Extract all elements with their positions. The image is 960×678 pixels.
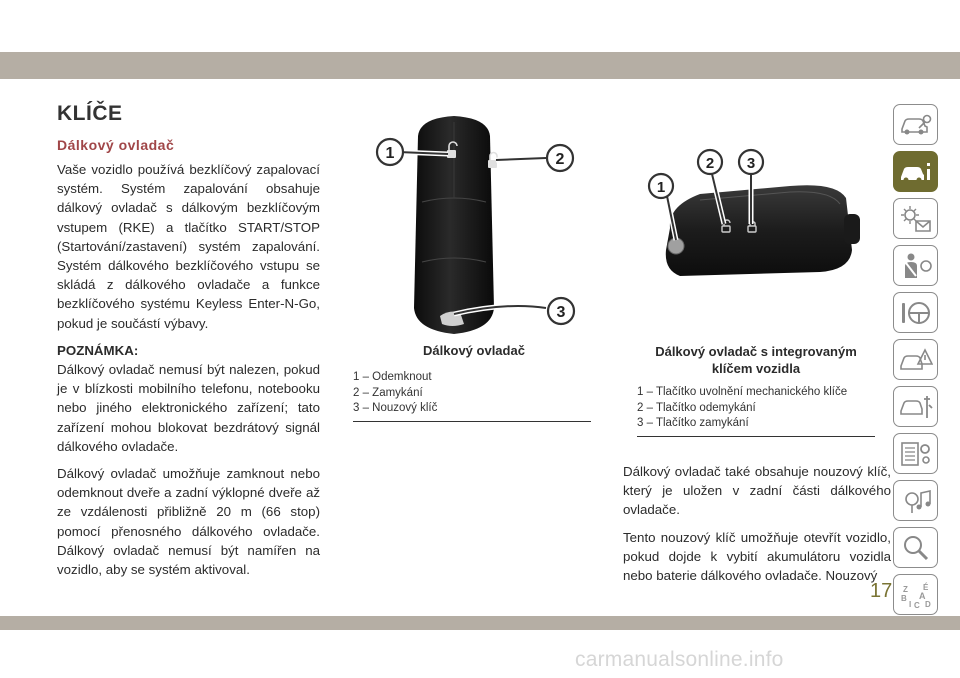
emergency-triangle-icon bbox=[899, 346, 933, 374]
watermark-text: carmanualsonline.info bbox=[575, 648, 784, 671]
svg-text:1: 1 bbox=[385, 145, 395, 162]
multimedia-icon bbox=[899, 487, 933, 515]
tab-service[interactable] bbox=[893, 386, 938, 427]
svg-text:3: 3 bbox=[556, 304, 566, 321]
emergency-key-paragraph: Dálkový ovladač také obsahuje nouzový klíč, který je uložen v zadní části dálkového ovladače. bbox=[623, 464, 891, 518]
page-title: KLÍČE bbox=[57, 102, 123, 125]
tab-specifications[interactable] bbox=[893, 433, 938, 474]
flip-key-body bbox=[666, 185, 852, 276]
car-service-icon bbox=[899, 393, 933, 421]
tab-seatbelt-airbag[interactable] bbox=[893, 245, 938, 286]
legend-item: 3 – Nouzový klíč bbox=[353, 402, 438, 414]
tab-steering-wheel[interactable] bbox=[893, 292, 938, 333]
tab-emergency[interactable] bbox=[893, 339, 938, 380]
car-info-icon bbox=[899, 158, 933, 186]
legend-item: 2 – Zamykání bbox=[353, 386, 423, 399]
tab-search-index[interactable] bbox=[893, 527, 938, 568]
top-margin bbox=[0, 0, 960, 52]
figure1-caption: Dálkový ovladač bbox=[423, 343, 525, 358]
flip-key-illustration bbox=[640, 140, 870, 285]
bottom-footer-band bbox=[0, 616, 960, 630]
figure1-divider bbox=[353, 421, 591, 422]
tab-multimedia[interactable] bbox=[893, 480, 938, 521]
steering-wheel-icon bbox=[899, 299, 933, 327]
svg-text:Z: Z bbox=[902, 584, 908, 594]
section-heading: Dálkový ovladač bbox=[57, 137, 175, 153]
note-heading: POZNÁMKA: bbox=[57, 342, 139, 358]
svg-text:B: B bbox=[900, 593, 907, 603]
figure2-caption-line1: Dálkový ovladač s integrovaným bbox=[655, 344, 857, 359]
legend-item: 3 – Tlačítko zamykání bbox=[637, 417, 749, 429]
release-button bbox=[668, 238, 684, 254]
specifications-icon bbox=[899, 440, 933, 468]
legend-item: 2 – Tlačítko odemykání bbox=[637, 401, 756, 414]
tab-language-index[interactable] bbox=[893, 574, 938, 615]
legend-item: 1 – Tlačítko uvolnění mechanického klíče bbox=[637, 386, 848, 398]
intro-paragraph: Vaše vozidlo používá bezklíčový zapalovací systém. Systém zapalování obsahuje dálkový ovladač s dálkovým bezklíčovým vstupem (RKE) a tlačítko START/STOP (Startování/zastavení) systém zapalování. Systém dálkového bezklíčového vstupu se skládá z dálkového ovladače a funkce bezklíčového systému Keyless Enter-N-Go, pokud je součástí výbavy. bbox=[57, 162, 320, 331]
seatbelt-airbag-icon bbox=[899, 252, 933, 280]
language-index-icon bbox=[899, 581, 933, 609]
page-number: 17 bbox=[870, 580, 893, 602]
top-header-band bbox=[0, 52, 960, 79]
legend-item: 1 – Odemknout bbox=[353, 371, 432, 383]
note-block bbox=[57, 341, 320, 456]
svg-text:C: C bbox=[913, 600, 920, 609]
svg-text:D: D bbox=[924, 599, 931, 609]
figure2-caption-line2: klíčem vozidla bbox=[711, 361, 801, 376]
svg-text:3: 3 bbox=[746, 155, 756, 172]
figure2-divider bbox=[637, 436, 875, 437]
svg-text:É: É bbox=[922, 582, 928, 592]
note-text: Dálkový ovladač nemusí být nalezen, pokud je v blízkosti mobilního telefonu, notebooku nebo jiného elektronického zařízení; tato zařízení mohou blokovat bezdrátový signál dálkového ovladače. bbox=[57, 362, 320, 454]
tab-warning-lights[interactable] bbox=[893, 198, 938, 239]
figure2-legend bbox=[637, 385, 847, 432]
tab-car-info[interactable] bbox=[893, 151, 938, 192]
svg-text:1: 1 bbox=[656, 179, 666, 196]
chapter-tabs bbox=[893, 104, 938, 621]
warning-lights-icon bbox=[899, 205, 933, 233]
svg-text:I: I bbox=[908, 599, 911, 609]
svg-text:2: 2 bbox=[555, 151, 565, 168]
right-text-column bbox=[623, 462, 891, 593]
tab-car-key[interactable] bbox=[893, 104, 938, 145]
svg-text:2: 2 bbox=[705, 155, 715, 172]
figure1-legend bbox=[353, 370, 437, 417]
left-text-column bbox=[57, 160, 320, 587]
key-fob-illustration bbox=[356, 112, 592, 338]
car-key-icon bbox=[899, 111, 933, 139]
emergency-key-usage-paragraph: Tento nouzový klíč umožňuje otevřít vozidlo, pokud dojde k vybití akumulátoru vozidla nebo baterie dálkového ovladače. Nouzový bbox=[623, 529, 891, 584]
range-paragraph: Dálkový ovladač umožňuje zamknout nebo odemknout dveře a zadní výklopné dveře až ze vzdálenosti přibližně 20 m (66 stop) pomocí přenosného dálkového ovladače. Dálkový ovladač nemusí být namířen na vozidlo, aby se systém aktivoval. bbox=[57, 466, 320, 578]
figure2-caption bbox=[636, 343, 876, 377]
svg-text:A: A bbox=[918, 590, 925, 601]
search-index-icon bbox=[899, 534, 933, 562]
